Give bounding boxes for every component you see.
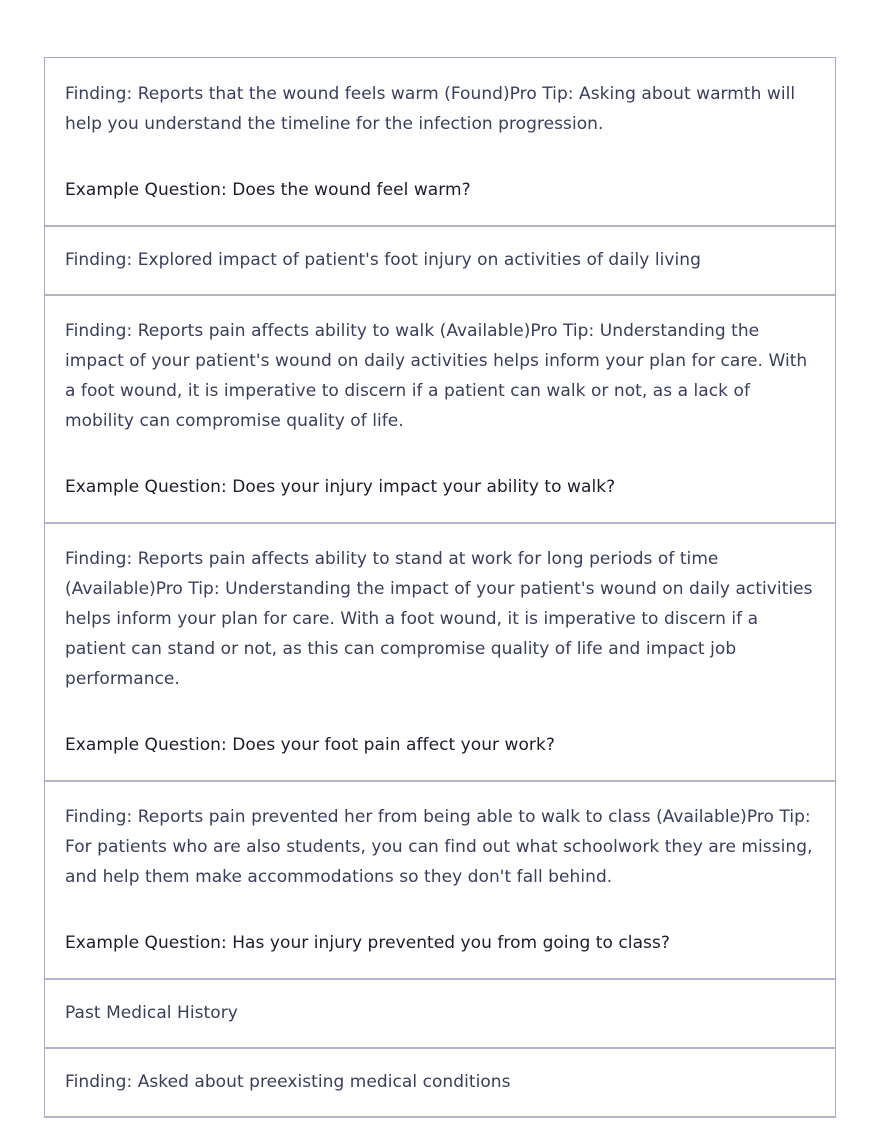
table-row — [45, 227, 835, 296]
findings-table — [44, 57, 836, 1118]
finding-text: Finding: Asked about preexisting medical conditions — [65, 1072, 511, 1092]
example-question: Example Question: Has your injury prevented you from going to class? — [65, 933, 670, 953]
finding-text: Finding: Reports pain affects ability to walk (Available)Pro Tip: Understanding the impact of your patient's wound on daily activities helps inform your plan for care. With a foot wound, it is imperative to discern if a patient can walk or not, as a lack of mobility can compromise quality of life. — [65, 321, 808, 431]
finding-text: Finding: Reports that the wound feels warm (Found)Pro Tip: Asking about warmth will help you understand the timeline for the infection progression. — [65, 84, 796, 134]
section-header-row — [45, 980, 835, 1049]
example-question: Example Question: Does your injury impact your ability to walk? — [65, 477, 616, 497]
table-row — [45, 1049, 835, 1118]
table-row — [45, 58, 835, 227]
table-row — [45, 524, 835, 782]
section-title: Past Medical History — [65, 1003, 238, 1023]
finding-text: Finding: Reports pain prevented her from being able to walk to class (Available)Pro Tip: For patients who are also students, you can find out what schoolwork they are missing, and help them make accommodations so they don't fall behind. — [65, 807, 813, 887]
table-row — [45, 296, 835, 524]
finding-text: Finding: Reports pain affects ability to stand at work for long periods of time (Available)Pro Tip: Understanding the impact of your patient's wound on daily activities helps inform your plan for care. With a foot wound, it is imperative to discern if a patient can stand or not, as this can compromise quality of life and impact job performance. — [65, 549, 813, 689]
example-question: Example Question: Does your foot pain affect your work? — [65, 735, 555, 755]
example-question: Example Question: Does the wound feel warm? — [65, 180, 471, 200]
table-row — [45, 782, 835, 980]
finding-text: Finding: Explored impact of patient's foot injury on activities of daily living — [65, 250, 701, 270]
